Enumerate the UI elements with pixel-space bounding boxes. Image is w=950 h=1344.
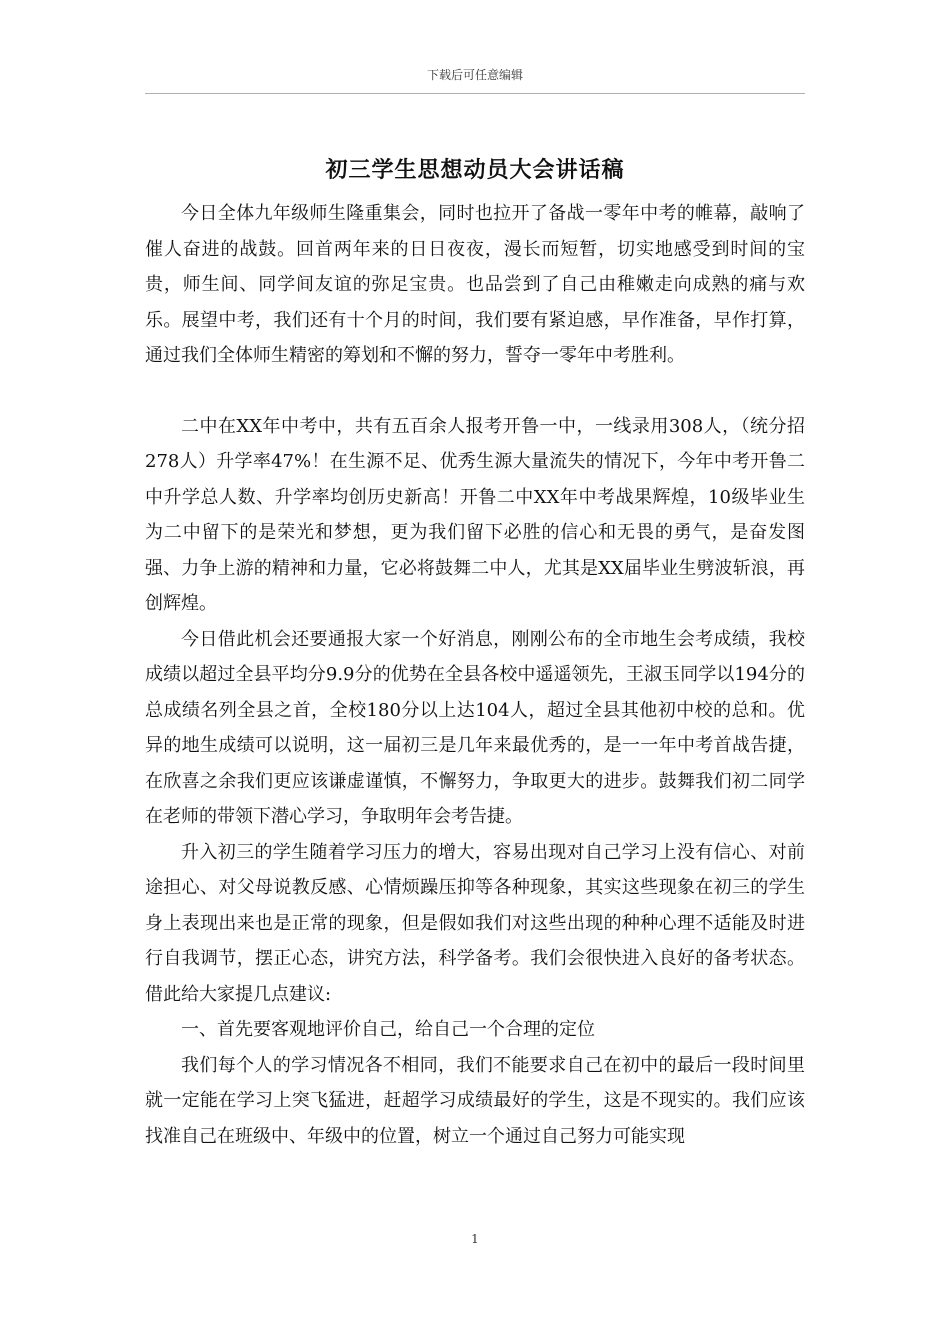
paragraph-2: 二中在XX年中考中，共有五百余人报考开鲁一中，一线录用308人，（统分招278人）升学率47%！在生源不足、优秀生源大量流失的情况下，今年中考开鲁二中升学总人数、升学率均创历史新高！开鲁二中XX年中考战果辉煌，10级毕业生为二中留下的是荣光和梦想，更为我们留下必胜的信心和无畏的勇气，是奋发图强、力争上游的精神和力量，它必将鼓舞二中人，尤其是XX届毕业生劈波斩浪，再创辉煌。: [145, 415, 805, 614]
header-divider: [145, 93, 805, 94]
document-title: 初三学生思想动员大会讲话稿: [325, 157, 625, 183]
section-heading-1: 一、首先要客观地评价自己，给自己一个合理的定位: [181, 1019, 595, 1040]
paragraph-5: 我们每个人的学习情况各不相同，我们不能要求自己在初中的最后一段时间里就一定能在学习上突飞猛进，赶超学习成绩最好的学生，这是不现实的。我们应该找准自己在班级中、年级中的位置，树立一个通过自己努力可能实现: [145, 1054, 805, 1147]
page-header: 下载后可任意编辑: [426, 68, 523, 82]
document-body: [145, 196, 805, 1154]
paragraph-1: 今日全体九年级师生隆重集会，同时也拉开了备战一零年中考的帷幕，敲响了催人奋进的战鼓。回首两年来的日日夜夜，漫长而短暂，切实地感受到时间的宝贵，师生间、同学间友谊的弥足宝贵。也品尝到了自己由稚嫩走向成熟的痛与欢乐。展望中考，我们还有十个月的时间，我们要有紧迫感，早作准备，早作打算，通过我们全体师生精密的筹划和不懈的努力，誓夺一零年中考胜利。: [145, 203, 805, 366]
page-number: 1: [471, 1232, 479, 1246]
paragraph-3: 今日借此机会还要通报大家一个好消息，刚刚公布的全市地生会考成绩，我校成绩以超过全县平均分9.9分的优势在全县各校中遥遥领先，王淑玉同学以194分的总成绩名列全县之首，全校180分以上达104人，超过全县其他初中校的总和。优异的地生成绩可以说明，这一届初三是几年来最优秀的，是一一年中考首战告捷，在欣喜之余我们更应该谦虚谨慎，不懈努力，争取更大的进步。鼓舞我们初二同学在老师的带领下潜心学习，争取明年会考告捷。: [145, 628, 805, 827]
paragraph-4: 升入初三的学生随着学习压力的增大，容易出现对自己学习上没有信心、对前途担心、对父母说教反感、心情烦躁压抑等各种现象，其实这些现象在初三的学生身上表现出来也是正常的现象，但是假如我们对这些出现的种种心理不适能及时进行自我调节，摆正心态，讲究方法，科学备考。我们会很快进入良好的备考状态。借此给大家提几点建议:: [145, 841, 805, 1005]
